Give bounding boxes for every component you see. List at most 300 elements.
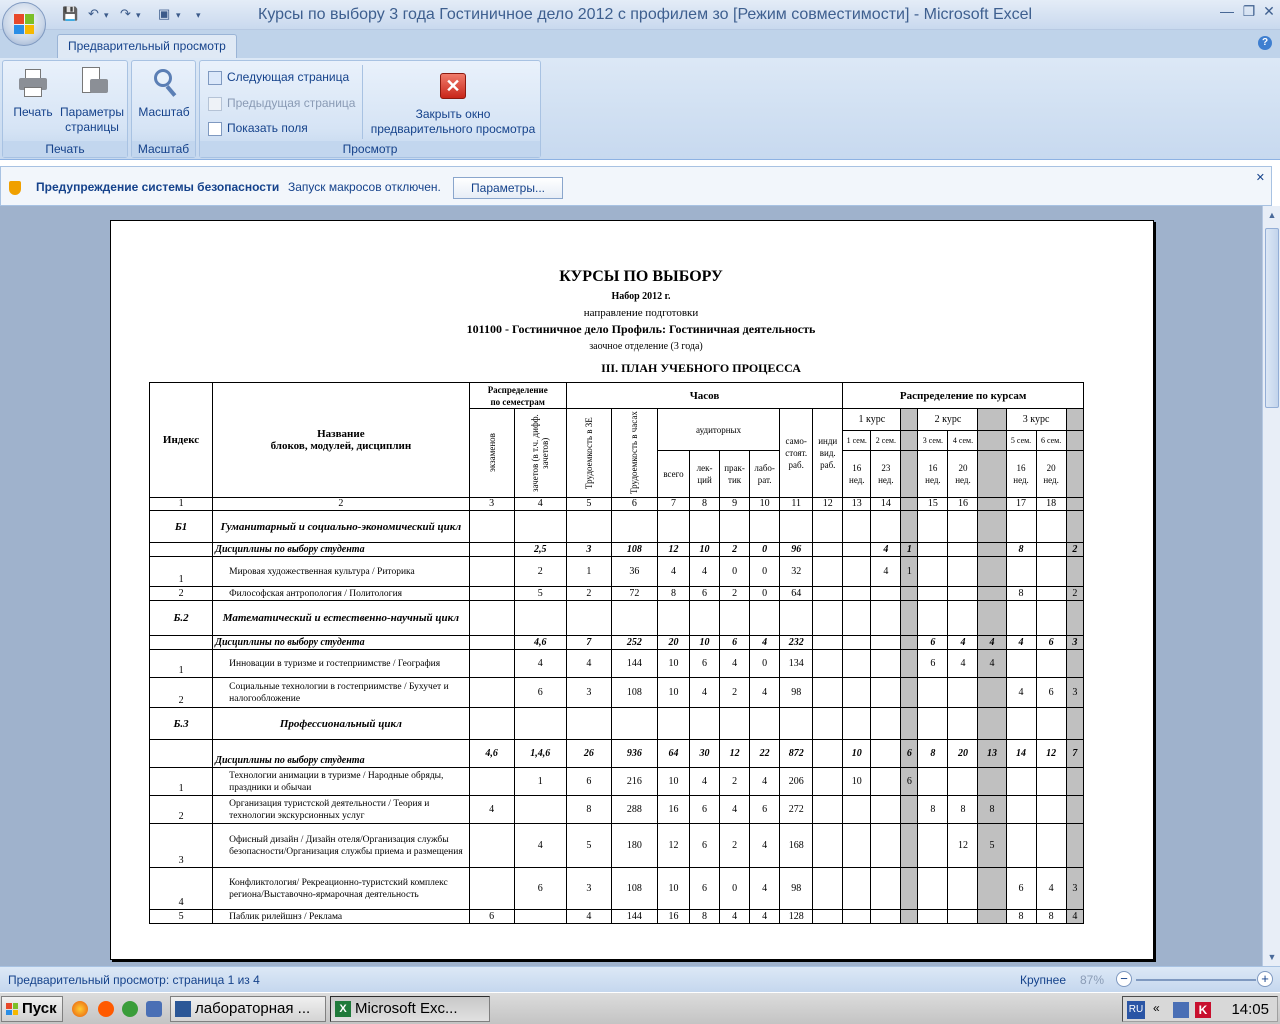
grey-cell <box>1066 409 1083 431</box>
table-cell: 2 <box>720 587 750 601</box>
group-divider <box>362 65 363 139</box>
table-cell <box>871 587 901 601</box>
subtotal-label: Дисциплины по выбору студента <box>213 636 470 650</box>
table-cell <box>978 543 1006 557</box>
column-number: 6 <box>611 498 657 511</box>
table-cell <box>871 768 901 796</box>
table-cell: 144 <box>611 650 657 678</box>
table-cell: 6 <box>690 650 720 678</box>
row-index: 1 <box>150 650 213 678</box>
table-cell: 4 <box>720 796 750 824</box>
row-name: Организация туристской деятельности / Теория и технологии экскурсионных услуг <box>213 796 470 824</box>
table-cell <box>1006 557 1036 587</box>
window-title: Курсы по выбору 3 года Гостиничное дело 2012 с профилем зо [Режим совместимости] - Microsoft Excel <box>258 6 1033 23</box>
header-weeks-4-unit: нед. <box>955 475 971 485</box>
table-cell: 6 <box>918 636 948 650</box>
row-index: 5 <box>150 910 213 924</box>
table-cell <box>918 768 948 796</box>
table-cell: 7 <box>1066 740 1083 768</box>
table-cell <box>978 768 1006 796</box>
table-row <box>150 678 1084 708</box>
print-preview-icon[interactable]: ▣ <box>158 6 171 21</box>
header-lectures <box>690 451 720 498</box>
table-cell <box>1036 557 1066 587</box>
header-distribution <box>469 383 566 409</box>
subtotal-index <box>150 636 213 650</box>
table-cell <box>1066 796 1083 824</box>
table-cell: 4 <box>871 543 901 557</box>
close-preview-label-2: предварительного просмотра <box>370 122 536 136</box>
header-labor-hours <box>611 409 657 498</box>
doc-mode: заочное отделение (3 года) <box>589 341 703 352</box>
column-number: 8 <box>690 498 720 511</box>
next-page-button[interactable] <box>208 67 349 87</box>
header-name-l1: Название <box>317 428 365 440</box>
table-cell: 2 <box>1066 587 1083 601</box>
row-index: 2 <box>150 587 213 601</box>
header-distribution-l1: Распределение <box>487 384 548 395</box>
table-cell: 168 <box>780 824 813 868</box>
table-cell: 0 <box>720 868 750 910</box>
table-cell: 6 <box>469 910 514 924</box>
table-cell: 6 <box>514 678 566 708</box>
table-cell: 108 <box>611 678 657 708</box>
table-cell <box>918 543 948 557</box>
table-cell: 3 <box>566 678 611 708</box>
table-row <box>150 587 1084 601</box>
zoom-button[interactable] <box>134 65 194 120</box>
header-index: Индекс <box>150 383 213 498</box>
table-cell <box>1036 768 1066 796</box>
qat-customize-icon[interactable]: ▾ <box>196 10 201 20</box>
table-cell: 10 <box>657 768 689 796</box>
table-cell <box>918 678 948 708</box>
table-cell <box>813 543 843 557</box>
header-course-3: 3 курс <box>1006 409 1066 431</box>
network-icon[interactable] <box>1173 1002 1189 1018</box>
table-cell: 6 <box>1036 678 1066 708</box>
table-cell <box>843 543 871 557</box>
header-ind-l1: инди <box>818 436 838 446</box>
table-cell: 20 <box>657 636 689 650</box>
header-labs-l2: рат. <box>757 475 772 485</box>
subtotal-index <box>150 740 213 768</box>
preview-page[interactable] <box>110 220 1154 960</box>
table-cell <box>901 650 918 678</box>
table-cell: 5 <box>978 824 1006 868</box>
task-word-document[interactable] <box>170 996 326 1022</box>
security-warning-bar <box>0 166 1272 206</box>
table-cell: 6 <box>690 796 720 824</box>
qat-dropdown-icon[interactable]: ▾ <box>176 10 181 20</box>
table-cell: 4,6 <box>514 636 566 650</box>
tray-expand-icon[interactable]: « <box>1153 1001 1160 1015</box>
table-cell <box>978 678 1006 708</box>
column-number: 5 <box>566 498 611 511</box>
show-margins-checkbox[interactable] <box>208 118 308 138</box>
print-group-label: Печать <box>3 141 127 157</box>
table-cell: 16 <box>657 910 689 924</box>
block-name: Профессиональный цикл <box>213 708 470 740</box>
word-icon <box>175 1001 191 1017</box>
scroll-up-icon[interactable]: ▲ <box>1267 210 1277 220</box>
block-row-b2 <box>150 601 1084 636</box>
table-cell: 12 <box>720 740 750 768</box>
table-cell: 4 <box>1006 678 1036 708</box>
table-cell: 6 <box>901 740 918 768</box>
column-number: 14 <box>871 498 901 511</box>
scrollbar-thumb[interactable] <box>1265 228 1279 408</box>
table-cell: 10 <box>657 868 689 910</box>
table-cell: 2 <box>1066 543 1083 557</box>
table-cell: 128 <box>780 910 813 924</box>
scroll-down-icon[interactable]: ▼ <box>1267 952 1277 962</box>
table-cell: 4 <box>690 557 720 587</box>
redo-dropdown-icon[interactable]: ▾ <box>136 10 141 20</box>
table-cell <box>1066 650 1083 678</box>
table-cell <box>871 740 901 768</box>
block-code: Б.2 <box>150 601 213 636</box>
table-cell: 4 <box>690 768 720 796</box>
security-options-button[interactable]: Параметры... <box>453 177 563 199</box>
table-cell: 98 <box>780 678 813 708</box>
table-cell: 4 <box>566 910 611 924</box>
table-cell: 2 <box>514 557 566 587</box>
zoom-value: 87% <box>1080 973 1105 987</box>
table-cell: 232 <box>780 636 813 650</box>
header-weeks-2-unit: нед. <box>878 475 894 485</box>
grey-cell <box>978 451 1006 498</box>
header-name <box>213 383 470 498</box>
zoom-group-label: Масштаб <box>132 141 195 157</box>
grey-cell <box>901 409 918 431</box>
antivirus-icon[interactable]: K <box>1195 1002 1211 1018</box>
table-cell <box>813 636 843 650</box>
table-cell <box>918 868 948 910</box>
table-cell: 4 <box>871 557 901 587</box>
header-weeks-3-num: 16 <box>928 463 938 473</box>
vertical-scrollbar[interactable] <box>1262 206 1280 966</box>
table-cell: 872 <box>780 740 813 768</box>
save-icon[interactable]: 💾 <box>62 6 79 21</box>
header-course-1: 1 курс <box>843 409 901 431</box>
table-cell <box>514 796 566 824</box>
table-cell: 8 <box>690 910 720 924</box>
row-name: Мировая художественная культура / Риторика <box>213 557 470 587</box>
column-number: 9 <box>720 498 750 511</box>
header-ind-l2: вид. <box>819 448 836 458</box>
header-auditory: аудиторных <box>657 409 779 451</box>
undo-dropdown-icon[interactable]: ▾ <box>104 10 109 20</box>
zoom-slider[interactable] <box>1136 979 1256 981</box>
zoom-group <box>131 60 196 158</box>
table-cell <box>871 796 901 824</box>
column-number: 13 <box>843 498 871 511</box>
task-excel[interactable] <box>330 996 490 1022</box>
minimize-button[interactable]: — <box>1220 3 1234 19</box>
elective-subtotal-row <box>150 543 1084 557</box>
header-credits-text: зачетов (в т.ч. дифф. зачетов) <box>530 414 551 492</box>
table-cell <box>843 636 871 650</box>
table-cell <box>901 678 918 708</box>
column-number: 4 <box>514 498 566 511</box>
table-cell: 4 <box>750 868 780 910</box>
table-cell: 6 <box>566 768 611 796</box>
table-cell <box>1066 824 1083 868</box>
next-page-label: Следующая страница <box>227 70 350 84</box>
column-number-row <box>150 498 1084 511</box>
table-cell: 1,4,6 <box>514 740 566 768</box>
table-cell: 206 <box>780 768 813 796</box>
table-cell: 2 <box>566 587 611 601</box>
table-cell <box>1036 650 1066 678</box>
table-cell <box>469 768 514 796</box>
table-cell: 8 <box>1006 587 1036 601</box>
zoom-out-icon[interactable]: − <box>1116 971 1132 987</box>
table-cell <box>469 824 514 868</box>
table-cell <box>918 557 948 587</box>
header-weeks-4-num: 20 <box>958 463 968 473</box>
print-preview-area[interactable] <box>0 206 1262 966</box>
doc-section-title: III. ПЛАН УЧЕБНОГО ПРОЦЕССА <box>601 361 801 375</box>
table-cell <box>1006 650 1036 678</box>
header-hours: Часов <box>566 383 842 409</box>
security-warning-title: Предупреждение системы безопасности <box>36 180 280 194</box>
table-cell: 3 <box>566 543 611 557</box>
table-cell: 4 <box>469 796 514 824</box>
header-weeks-4 <box>948 451 978 498</box>
header-labor-ze-text: Трудоемкость в ЗЕ <box>583 417 594 489</box>
grey-cell <box>901 451 918 498</box>
table-cell <box>948 557 978 587</box>
shield-icon <box>9 181 21 195</box>
table-cell <box>469 587 514 601</box>
close-preview-button[interactable] <box>366 65 540 137</box>
zoom-in-label[interactable]: Крупнее <box>1020 973 1067 987</box>
doc-direction-label: направление подготовки <box>583 307 699 319</box>
redo-icon[interactable]: ↷ <box>120 6 131 21</box>
table-cell: 4 <box>1006 636 1036 650</box>
header-individual-work <box>813 409 843 498</box>
table-cell: 6 <box>901 768 918 796</box>
table-cell <box>948 543 978 557</box>
undo-icon[interactable]: ↶ <box>88 6 99 21</box>
header-weeks-5-unit: нед. <box>1013 475 1029 485</box>
table-cell <box>843 910 871 924</box>
header-labor-hours-text: Трудоемкость в часах <box>629 411 640 495</box>
table-cell <box>813 796 843 824</box>
quicklaunch-icon[interactable] <box>146 1001 162 1017</box>
table-cell: 98 <box>780 868 813 910</box>
table-cell: 8 <box>657 587 689 601</box>
table-cell <box>901 796 918 824</box>
table-cell: 20 <box>948 740 978 768</box>
grey-cell <box>1066 431 1083 451</box>
header-labor-ze <box>566 409 611 498</box>
row-name: Паблик рилейшнз / Реклама <box>213 910 470 924</box>
status-bar <box>0 966 1280 992</box>
header-ind-l3: раб. <box>820 460 836 470</box>
block-name: Гуманитарный и социально-экономический цикл <box>213 511 470 543</box>
header-lectures-l2: ций <box>697 475 712 485</box>
table-cell: 936 <box>611 740 657 768</box>
table-cell: 4 <box>750 910 780 924</box>
row-index: 1 <box>150 768 213 796</box>
table-cell <box>1036 543 1066 557</box>
table-row <box>150 650 1084 678</box>
header-practice-l1: прак- <box>724 463 745 473</box>
column-number: 2 <box>213 498 470 511</box>
table-cell <box>843 796 871 824</box>
table-cell <box>469 557 514 587</box>
table-cell: 64 <box>657 740 689 768</box>
table-cell <box>469 636 514 650</box>
table-cell: 2 <box>720 824 750 868</box>
table-cell: 4 <box>750 678 780 708</box>
table-cell: 3 <box>566 868 611 910</box>
language-indicator[interactable]: RU <box>1127 1001 1145 1019</box>
column-number: 17 <box>1006 498 1036 511</box>
help-icon[interactable]: ? <box>1258 36 1272 50</box>
printer-icon <box>17 67 49 99</box>
table-cell: 2 <box>720 768 750 796</box>
previous-page-icon <box>208 97 222 111</box>
table-cell <box>918 910 948 924</box>
header-labs-l1: лабо- <box>754 463 775 473</box>
close-window-button[interactable]: ✕ <box>1263 3 1275 19</box>
security-warning-message: Запуск макросов отключен. <box>288 180 441 194</box>
header-weeks-1-unit: нед. <box>849 475 865 485</box>
table-cell: 4 <box>514 650 566 678</box>
zoom-in-icon[interactable]: + <box>1257 971 1273 987</box>
office-button[interactable] <box>2 2 46 46</box>
block-code: Б1 <box>150 511 213 543</box>
header-credits <box>514 409 566 498</box>
block-row-b3 <box>150 708 1084 740</box>
tab-print-preview[interactable]: Предварительный просмотр <box>57 34 237 58</box>
header-self-work <box>780 409 813 498</box>
table-cell: 4 <box>978 636 1006 650</box>
grey-cell <box>978 409 1006 431</box>
table-cell <box>978 557 1006 587</box>
close-preview-label-1: Закрыть окно <box>415 107 491 121</box>
office-logo-icon <box>14 14 34 34</box>
table-cell <box>978 587 1006 601</box>
browser-icon[interactable] <box>72 1001 88 1017</box>
table-cell <box>871 824 901 868</box>
close-security-bar-icon[interactable]: ✕ <box>1255 172 1265 184</box>
header-sem-6: 6 сем. <box>1036 431 1066 451</box>
table-cell <box>1066 557 1083 587</box>
excel-icon: X <box>335 1001 351 1017</box>
table-cell <box>843 678 871 708</box>
table-cell <box>843 868 871 910</box>
table-cell: 0 <box>750 543 780 557</box>
windows-flag-icon <box>6 1003 18 1015</box>
magnifier-icon <box>148 67 180 99</box>
table-cell <box>514 910 566 924</box>
row-name: Инновации в туризме и гостеприимстве / География <box>213 650 470 678</box>
firefox-icon[interactable] <box>98 1001 114 1017</box>
header-exams <box>469 409 514 498</box>
doc-program: 101100 - Гостиничное дело Профиль: Гостиничная деятельность <box>466 322 816 336</box>
table-cell: 2 <box>720 678 750 708</box>
table-cell: 4 <box>1036 868 1066 910</box>
table-cell: 4 <box>690 678 720 708</box>
table-cell: 6 <box>690 868 720 910</box>
header-weeks-1-num: 16 <box>852 463 862 473</box>
table-cell: 180 <box>611 824 657 868</box>
page-setup-icon <box>76 67 108 99</box>
table-cell <box>871 678 901 708</box>
table-cell <box>1036 796 1066 824</box>
page-setup-button[interactable] <box>57 65 127 135</box>
table-cell: 0 <box>750 587 780 601</box>
table-cell: 6 <box>720 636 750 650</box>
table-cell <box>813 768 843 796</box>
table-cell: 4 <box>566 650 611 678</box>
column-number: 16 <box>948 498 978 511</box>
table-cell <box>1006 824 1036 868</box>
status-page-info: Предварительный просмотр: страница 1 из 4 <box>8 973 260 987</box>
close-preview-icon: ✕ <box>440 73 466 99</box>
table-cell: 6 <box>1036 636 1066 650</box>
start-button[interactable] <box>1 996 63 1022</box>
elective-subtotal-row <box>150 636 1084 650</box>
zoom-label: Масштаб <box>138 105 190 119</box>
header-weeks-5 <box>1006 451 1036 498</box>
header-self-l2: стоят. <box>785 448 808 458</box>
table-cell <box>871 868 901 910</box>
table-cell <box>843 557 871 587</box>
table-row <box>150 768 1084 796</box>
next-page-icon <box>208 71 222 85</box>
table-row <box>150 910 1084 924</box>
table-cell: 22 <box>750 740 780 768</box>
table-cell <box>813 587 843 601</box>
block-name: Математический и естественно-научный цикл <box>213 601 470 636</box>
task-excel-label: Microsoft Exc... <box>355 1000 458 1017</box>
app-quicklaunch-icon[interactable] <box>122 1001 138 1017</box>
table-cell: 12 <box>657 824 689 868</box>
table-cell: 4 <box>750 824 780 868</box>
table-cell: 36 <box>611 557 657 587</box>
print-button[interactable] <box>7 65 59 120</box>
table-cell <box>871 910 901 924</box>
table-cell <box>843 824 871 868</box>
table-cell <box>948 587 978 601</box>
header-sem-5: 5 сем. <box>1006 431 1036 451</box>
table-cell: 16 <box>657 796 689 824</box>
header-weeks-3-unit: нед. <box>925 475 941 485</box>
table-cell: 1 <box>901 543 918 557</box>
restore-button[interactable]: ❐ <box>1242 3 1256 19</box>
row-name: Социальные технологии в гостеприимстве / Бухучет и налогообложение <box>213 678 470 708</box>
column-number: 1 <box>150 498 213 511</box>
column-number: 10 <box>750 498 780 511</box>
column-number: 11 <box>780 498 813 511</box>
table-cell <box>813 678 843 708</box>
row-index: 1 <box>150 557 213 587</box>
table-cell: 5 <box>566 824 611 868</box>
header-lectures-l1: лек- <box>696 463 713 473</box>
table-cell <box>843 587 871 601</box>
print-label: Печать <box>13 105 53 119</box>
preview-group <box>199 60 541 158</box>
previous-page-button[interactable] <box>208 93 355 113</box>
table-cell <box>948 868 978 910</box>
table-cell: 12 <box>948 824 978 868</box>
